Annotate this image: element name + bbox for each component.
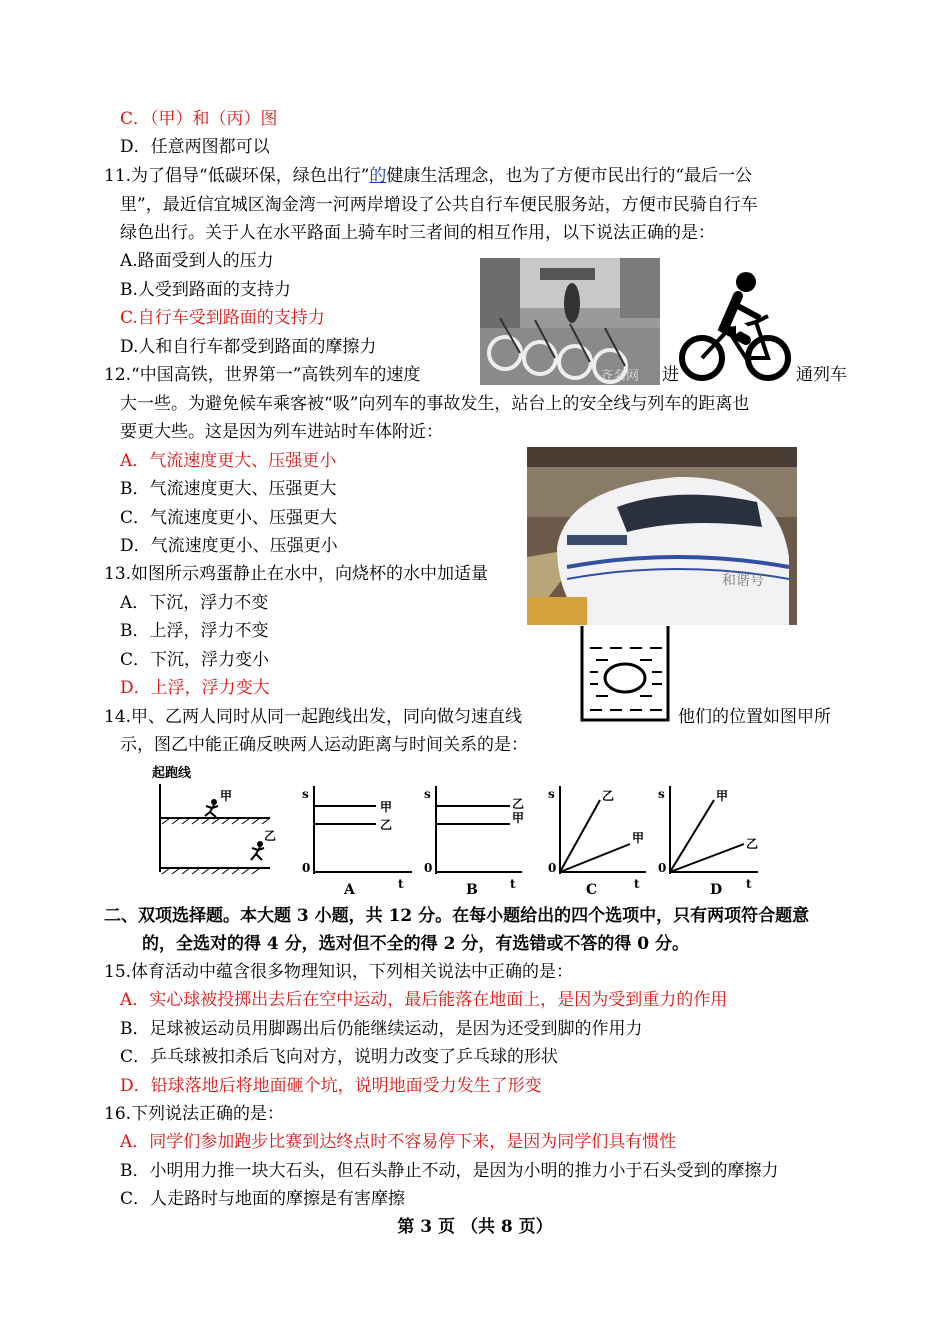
q15-option-b: B．足球被运动员用脚踢出后仍能继续运动，是因为还受到脚的作用力 (120, 1019, 643, 1039)
origin-label: 0 (424, 861, 433, 875)
graph-a-label: A (344, 882, 355, 898)
origin-label: 0 (302, 861, 311, 875)
axis-s-label: s (658, 787, 665, 801)
train-photo (527, 447, 797, 625)
series-yi-label: 乙 (602, 789, 615, 803)
axis-t-label: t (398, 877, 404, 891)
q16-option-b: B．小明用力推一块大石头，但石头静止不动，是因为小明的推力小于石头受到的摩擦力 (120, 1161, 779, 1181)
q12-stem-line1-a: 12.“中国高铁，世界第一”高铁列车的速度 (104, 365, 421, 385)
q13-option-a: A．下沉，浮力不变 (120, 593, 269, 613)
runner-yi-icon (251, 841, 264, 860)
q11-stem-line3: 绿色出行。关于人在水平路面上骑车时三者间的相互作用，以下说法正确的是： (120, 223, 715, 243)
q15-stem: 15.体育活动中蕴含很多物理知识，下列相关说法中正确的是： (104, 962, 574, 982)
q12-stem-line1-c: 通列车 (796, 365, 847, 385)
series-jia-label: 甲 (512, 811, 525, 825)
axis-s-label: s (548, 787, 555, 801)
runner-yi-label: 乙 (264, 829, 277, 843)
section2-heading-line1: 二、双项选择题。本大题 3 小题，共 12 分。在每小题给出的四个选项中，只有两项符合题意 (104, 906, 810, 926)
graph-b-label: B (466, 882, 478, 898)
q10-option-c: C．（甲）和（丙）图 (120, 109, 278, 129)
q12-stem-line3: 要更大些。这是因为列车进站时车体附近： (120, 422, 443, 442)
series-jia-label: 甲 (632, 831, 645, 845)
series-yi-label: 乙 (380, 818, 393, 832)
q11-option-c: C.自行车受到路面的支持力 (120, 308, 325, 328)
q15-option-d: D．铅球落地后将地面砸个坑，说明地面受力发生了形变 (120, 1076, 542, 1096)
series-jia-label: 甲 (380, 800, 393, 814)
q15-option-a: A．实心球被投掷出去后在空中运动，最后能落在地面上，是因为受到重力的作用 (120, 990, 728, 1010)
q11-stem-line2: 里”，最近信宜城区淘金湾一河两岸增设了公共自行车便民服务站，方便市民骑自行车 (120, 195, 758, 215)
photo-watermark: 齐名网 (600, 369, 640, 384)
origin-label: 0 (548, 861, 557, 875)
q12-option-b: B．气流速度更大、压强更大 (120, 479, 337, 499)
q11-stem-line1 (104, 165, 752, 187)
q13-stem: 13.如图所示鸡蛋静止在水中，向烧杯的水中加适量 (104, 564, 489, 584)
q14-stem-line1-a: 14.甲、乙两人同时从同一起跑线出发，同向做匀速直线 (104, 707, 523, 727)
beaker-egg-figure (578, 626, 672, 724)
q12-stem-line2: 大一些。为避免候车乘客被“吸”向列车的事故发生，站台上的安全线与列车的距离也 (120, 394, 750, 414)
axis-s-label: s (302, 787, 309, 801)
graph-option-a (302, 786, 412, 898)
runner-jia-icon (205, 799, 218, 817)
section2-heading-line2: 的，全选对的得 4 分，选对但不全的得 2 分，有选错或不答的得 0 分。 (142, 934, 689, 954)
q16-option-c: C．人走路时与地面的摩擦是有害摩擦 (120, 1189, 406, 1209)
start-line-label: 起跑线 (152, 766, 192, 781)
train-name-text: 和谐号 (722, 573, 764, 589)
graph-d-label: D (710, 882, 723, 898)
q11-stem-text: 11.为了倡导“低碳环保，绿色出行” (104, 166, 370, 186)
q11-option-a: A.路面受到人的压力 (120, 251, 274, 271)
axis-t-label: t (510, 877, 516, 891)
track-diagram (152, 765, 276, 874)
origin-label: 0 (658, 861, 667, 875)
q14-stem-line2: 示，图乙中能正确反映两人运动距离与时间关系的是： (120, 735, 528, 755)
page-footer: 第 3 页 （共 8 页） (397, 1217, 553, 1237)
bike-station-photo (480, 258, 660, 385)
series-jia-label: 甲 (716, 789, 729, 803)
series-yi-label: 乙 (512, 797, 525, 811)
q15-option-c: C．乒乓球被扣杀后飞向对方，说明力改变了乒乓球的形状 (120, 1047, 559, 1067)
axis-t-label: t (746, 877, 752, 891)
q12-option-a: A．气流速度更大、压强更小 (120, 451, 337, 471)
axis-t-label: t (634, 877, 640, 891)
q10-option-d: D．任意两图都可以 (120, 137, 270, 157)
q16-stem: 16.下列说法正确的是： (104, 1104, 285, 1124)
q13-option-d: D．上浮，浮力变大 (120, 678, 270, 698)
graph-option-c (548, 786, 646, 898)
q11-stem-text-b: 健康生活理念，也为了方便市民出行的“最后一公 (386, 166, 753, 186)
graph-option-b (424, 786, 524, 898)
runner-jia-label: 甲 (220, 789, 233, 803)
q12-option-d: D．气流速度更小、压强更小 (120, 536, 338, 556)
q14-figure (150, 764, 800, 904)
cyclist-icon (676, 270, 796, 390)
q11-option-b: B.人受到路面的支持力 (120, 280, 291, 300)
axis-s-label: s (424, 787, 431, 801)
q12-option-c: C．气流速度更小、压强更大 (120, 508, 338, 528)
graph-option-d (658, 786, 758, 898)
q12-stem-line1-b: 进 (662, 365, 679, 385)
series-yi-label: 乙 (746, 837, 759, 851)
q11-option-d: D.人和自行车都受到路面的摩擦力 (120, 337, 377, 357)
q14-stem-line1-b: 他们的位置如图甲所 (678, 707, 831, 727)
q11-link[interactable]: 的 (369, 166, 387, 186)
q16-option-a: A．同学们参加跑步比赛到达终点时不容易停下来，是因为同学们具有惯性 (120, 1132, 677, 1152)
q13-option-b: B．上浮，浮力不变 (120, 621, 269, 641)
q13-option-c: C．下沉，浮力变小 (120, 650, 270, 670)
graph-c-label: C (586, 882, 598, 898)
